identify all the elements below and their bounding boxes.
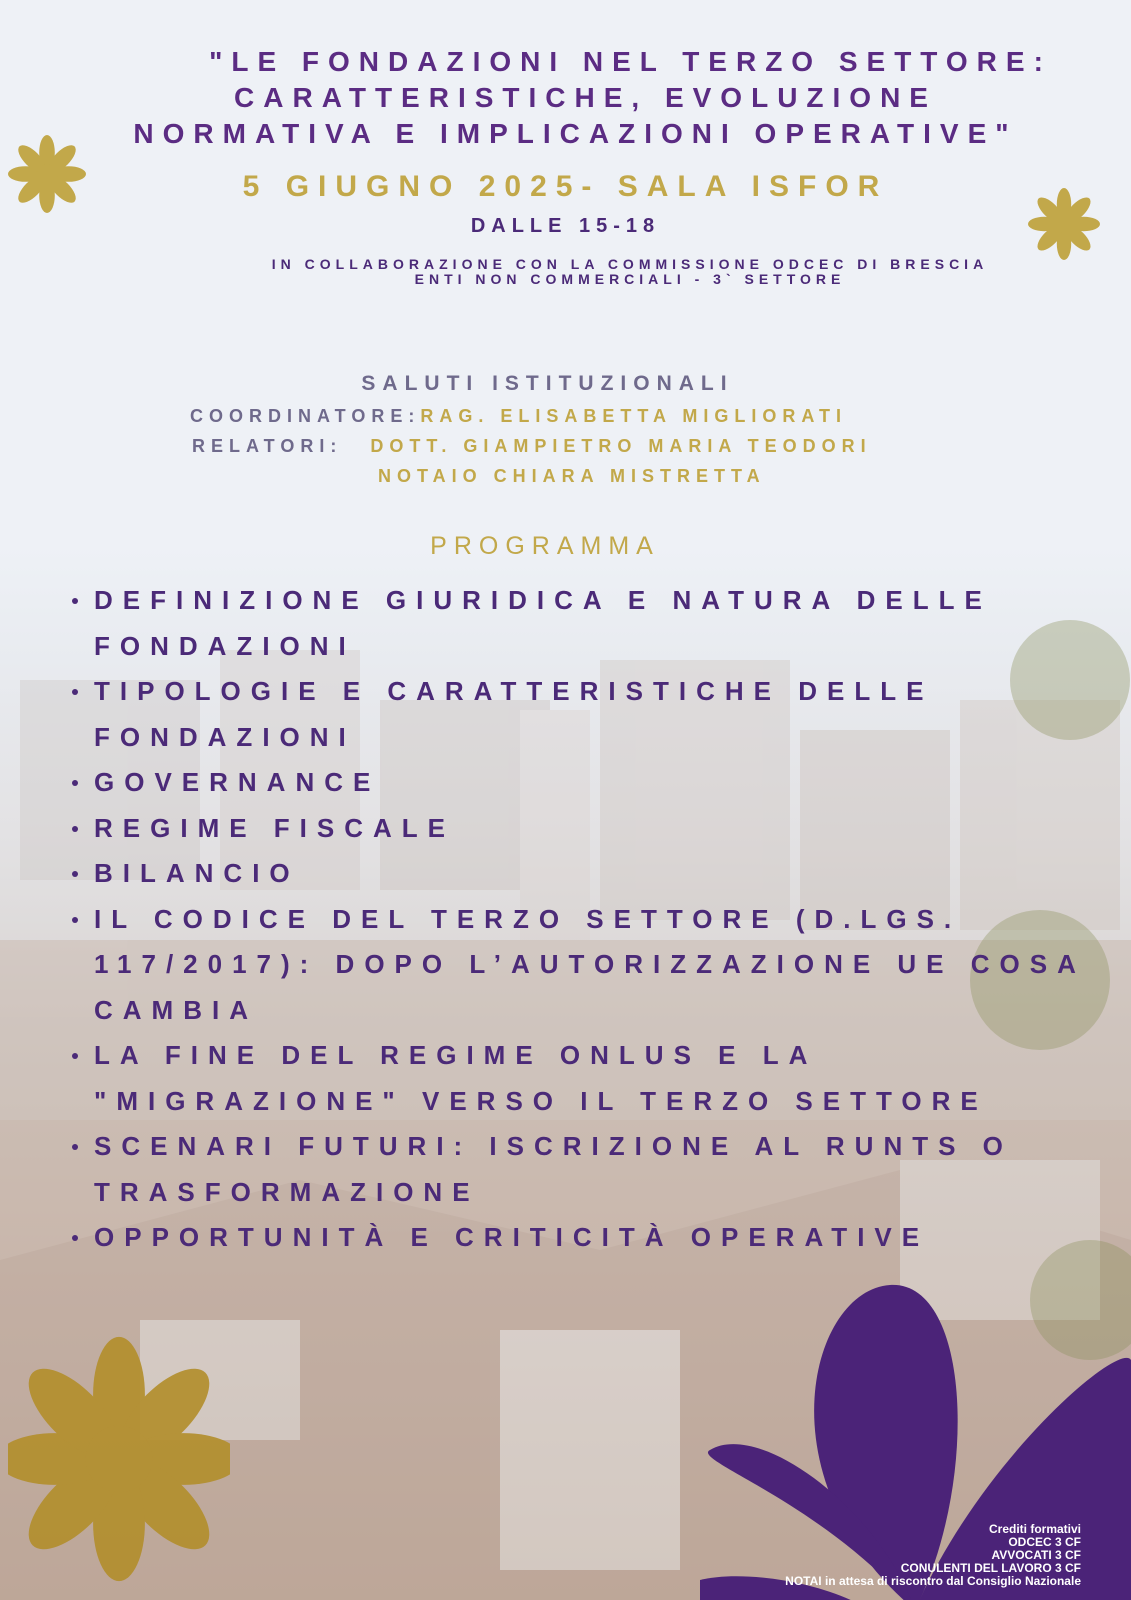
speakers-label: RELATORI: [192,436,343,456]
credits-title: Crediti formativi [988,1522,1081,1536]
bullet-icon [72,1144,78,1150]
bullet-icon [72,826,78,832]
list-item: IL CODICE DEL TERZO SETTORE (D.LGS. 117/2017): DOPO L’AUTORIZZAZIONE UE COSA CAMBIA [72,897,1112,1034]
list-item: REGIME FISCALE [72,806,1112,852]
gold-flower-bottom-left [8,1318,230,1600]
bullet-icon [72,689,78,695]
coordinator-label: COORDINATORE: [190,406,421,426]
credits-avvocati: AVVOCATI 3 CF [991,1548,1081,1562]
speaker-name-2: NOTAIO CHIARA MISTRETTA [378,466,766,486]
credits-notai: NOTAI in attesa di riscontro dal Consiglio Nazionale [785,1574,1081,1588]
bullet-icon [72,598,78,604]
institutional-greetings: SALUTI ISTITUZIONALI [361,372,734,395]
event-title [0,44,1131,152]
title-line-3: NORMATIVA E IMPLICAZIONI OPERATIVE" [133,118,1018,149]
coordinator-name: RAG. ELISABETTA MIGLIORATI [420,406,847,426]
programme-title: PROGRAMMA [430,532,660,560]
collaboration-line-1: IN COLLABORAZIONE CON LA COMMISSIONE ODCEC DI BRESCIA [271,256,989,272]
event-date-venue: 5 GIUGNO 2025- SALA ISFOR [242,170,889,203]
list-item: BILANCIO [72,851,1112,897]
training-credits [785,1523,1081,1588]
speakers-row [192,436,872,457]
bullet-icon [72,1053,78,1059]
event-time: DALLE 15-18 [470,215,661,237]
list-item: GOVERNANCE [72,760,1112,806]
credits-consulenti: CONULENTI DEL LAVORO 3 CF [900,1561,1081,1575]
title-line-2: CARATTERISTICHE, EVOLUZIONE [234,82,937,113]
coordinator-row [190,406,847,427]
credits-odcec: ODCEC 3 CF [1008,1535,1081,1549]
bullet-icon [72,780,78,786]
collaboration-line-2: ENTI NON COMMERCIALI - 3` SETTORE [414,271,846,287]
bullet-icon [72,871,78,877]
list-item: OPPORTUNITÀ E CRITICITÀ OPERATIVE [72,1215,1112,1261]
title-line-1: "LE FONDAZIONI NEL TERZO SETTORE: [209,46,1052,77]
list-item: SCENARI FUTURI: ISCRIZIONE AL RUNTS O TRASFORMAZIONE [72,1124,1112,1215]
list-item: TIPOLOGIE E CARATTERISTICHE DELLE FONDAZIONI [72,669,1112,760]
bullet-icon [72,917,78,923]
list-item: LA FINE DEL REGIME ONLUS E LA "MIGRAZIONE" VERSO IL TERZO SETTORE [72,1033,1112,1124]
speaker-row-2 [378,466,766,487]
speaker-name-1: DOTT. GIAMPIETRO MARIA TEODORI [370,436,872,456]
bullet-icon [72,1235,78,1241]
programme-list [72,578,1112,1261]
list-item: DEFINIZIONE GIURIDICA E NATURA DELLE FONDAZIONI [72,578,1112,669]
collaboration-note [210,257,1050,287]
